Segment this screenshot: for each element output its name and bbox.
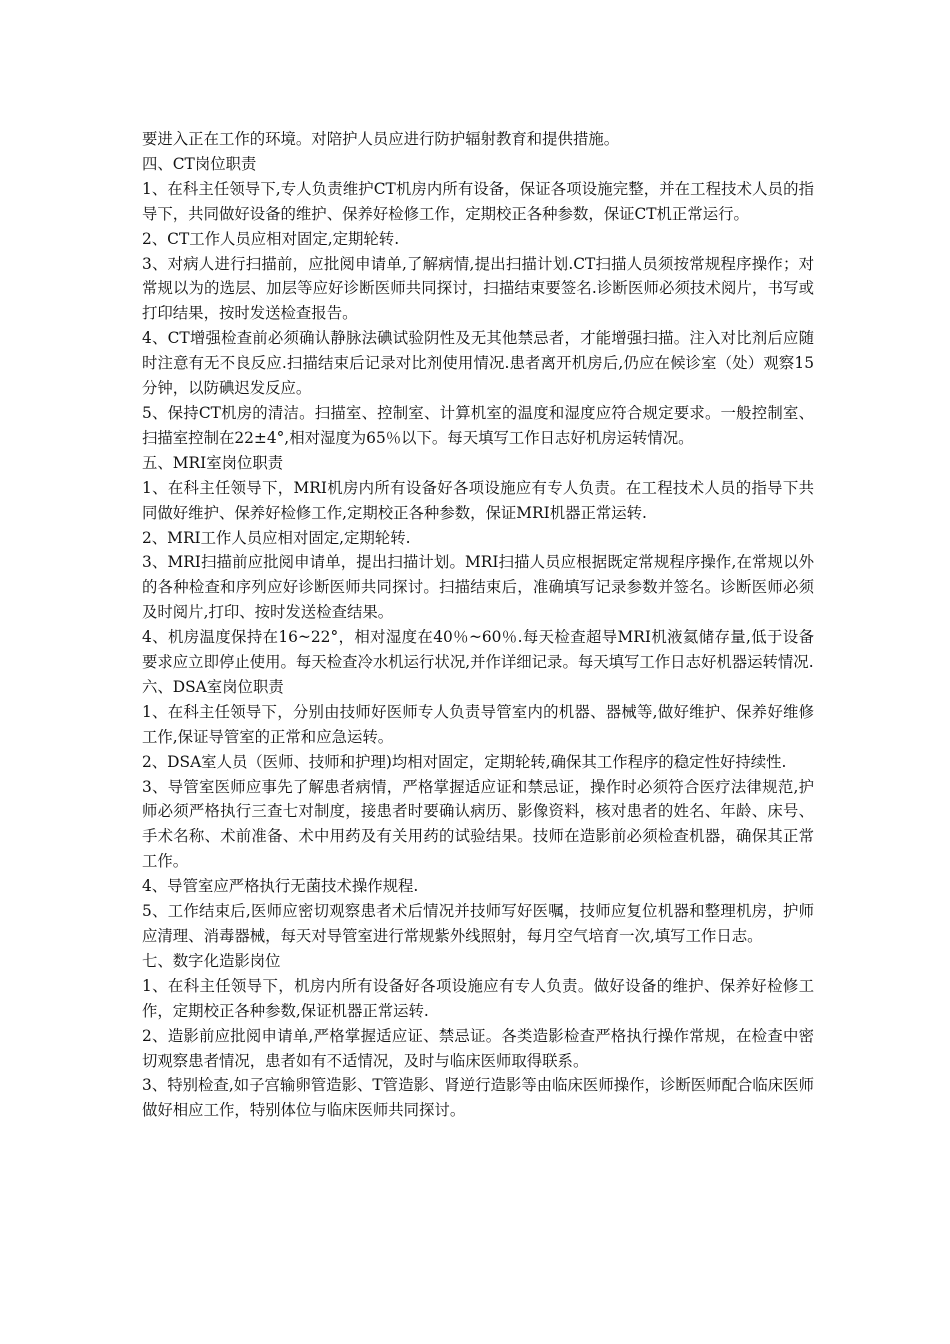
section-heading-digital-angiography: 七、数字化造影岗位: [142, 951, 281, 970]
section-heading-ct: 四、CT岗位职责: [142, 154, 257, 173]
paragraph-dsa-3: 3、导管室医师应事先了解患者病情，严格掌握适应证和禁忌证，操作时必须符合医疗法律规范,护师必须严格执行三查七对制度，接患者时要确认病历、影像资料，核对患者的姓名、年龄、床号、手术名称、术前准备、术中用药及有关用药的试验结果。技师在造影前必须检查机器，确保其正常工作。: [142, 777, 814, 871]
section-heading-dsa: 六、DSA室岗位职责: [142, 677, 284, 696]
paragraph-intro-continuation: 要进入正在工作的环境。对陪护人员应进行防护辐射教育和提供措施。: [142, 130, 620, 148]
paragraph-digital-1: 1、在科主任领导下，机房内所有设备好各项设施应有专人负责。做好设备的维护、保养好检修工作，定期校正各种参数,保证机器正常运转.: [142, 976, 814, 1020]
paragraph-digital-3: 3、特别检查,如子宫输卵管造影、T管造影、肾逆行造影等由临床医师操作，诊断医师配合临床医师做好相应工作，特别体位与临床医师共同探讨。: [142, 1076, 814, 1120]
paragraph-mri-1: 1、在科主任领导下，MRI机房内所有设备好各项设施应有专人负责。在工程技术人员的指导下共同做好维护、保养好检修工作,定期校正各种参数，保证MRI机器正常运转.: [142, 478, 814, 522]
paragraph-ct-1: 1、在科主任领导下,专人负责维护CT机房内所有设备，保证各项设施完整，并在工程技术人员的指导下，共同做好设备的维护、保养好检修工作，定期校正各种参数，保证CT机正常运行。: [142, 179, 814, 223]
paragraph-dsa-1: 1、在科主任领导下，分别由技师好医师专人负责导管室内的机器、器械等,做好维护、保养好维修工作,保证导管室的正常和应急运转。: [142, 702, 814, 746]
paragraph-ct-4: 4、CT增强检查前必须确认静脉法碘试验阴性及无其他禁忌者，才能增强扫描。注入对比剂后应随时注意有无不良反应.扫描结束后记录对比剂使用情况.患者离开机房后,仍应在候诊室（处）观察15分钟，以防碘迟发反应。: [142, 329, 814, 398]
paragraph-mri-2: 2、MRI工作人员应相对固定,定期轮转.: [142, 528, 411, 547]
paragraph-ct-2: 2、CT工作人员应相对固定,定期轮转.: [142, 229, 400, 248]
section-heading-mri: 五、MRI室岗位职责: [142, 453, 284, 472]
paragraph-digital-2: 2、造影前应批阅申请单,严格掌握适应证、禁忌证。各类造影检查严格执行操作常规，在检查中密切观察患者情况，患者如有不适情况，及时与临床医师取得联系。: [142, 1026, 814, 1070]
paragraph-ct-5: 5、保持CT机房的清洁。扫描室、控制室、计算机室的温度和湿度应符合规定要求。一般控制室、扫描室控制在22±4°,相对湿度为65％以下。每天填写工作日志好机房运转情况。: [142, 403, 814, 447]
paragraph-dsa-5: 5、工作结束后,医师应密切观察患者术后情况并技师写好医嘱，技师应复位机器和整理机房，护师应清理、消毒器械，每天对导管室进行常规紫外线照射，每月空气培育一次,填写工作日志。: [142, 902, 814, 945]
document-body: [142, 127, 814, 1123]
paragraph-ct-3: 3、对病人进行扫描前，应批阅申请单,了解病情,提出扫描计划.CT扫描人员须按常规程序操作；对常规以为的选层、加层等应好诊断医师共同探讨，扫描结束要签名.诊断医师必须技术阅片，书写或打印结果，按时发送检查报告。: [142, 254, 814, 323]
paragraph-dsa-2: 2、DSA室人员（医师、技师和护理)均相对固定，定期轮转,确保其工作程序的稳定性好持续性.: [142, 752, 787, 771]
paragraph-dsa-4: 4、导管室应严格执行无菌技术操作规程.: [142, 877, 419, 896]
paragraph-mri-4: 4、机房温度保持在16~22°，相对湿度在40％~60％.每天检查超导MRI机液氦储存量,低于设备要求应立即停止使用。每天检查冷水机运行状况,并作详细记录。每天填写工作日志好机器运转情况.: [142, 628, 814, 672]
paragraph-mri-3: 3、MRI扫描前应批阅申请单，提出扫描计划。MRI扫描人员应根据既定常规程序操作,在常规以外的各种检查和序列应好诊断医师共同探讨。扫描结束后，准确填写记录参数并签名。诊断医师必须及时阅片,打印、按时发送检查结果。: [142, 553, 814, 622]
